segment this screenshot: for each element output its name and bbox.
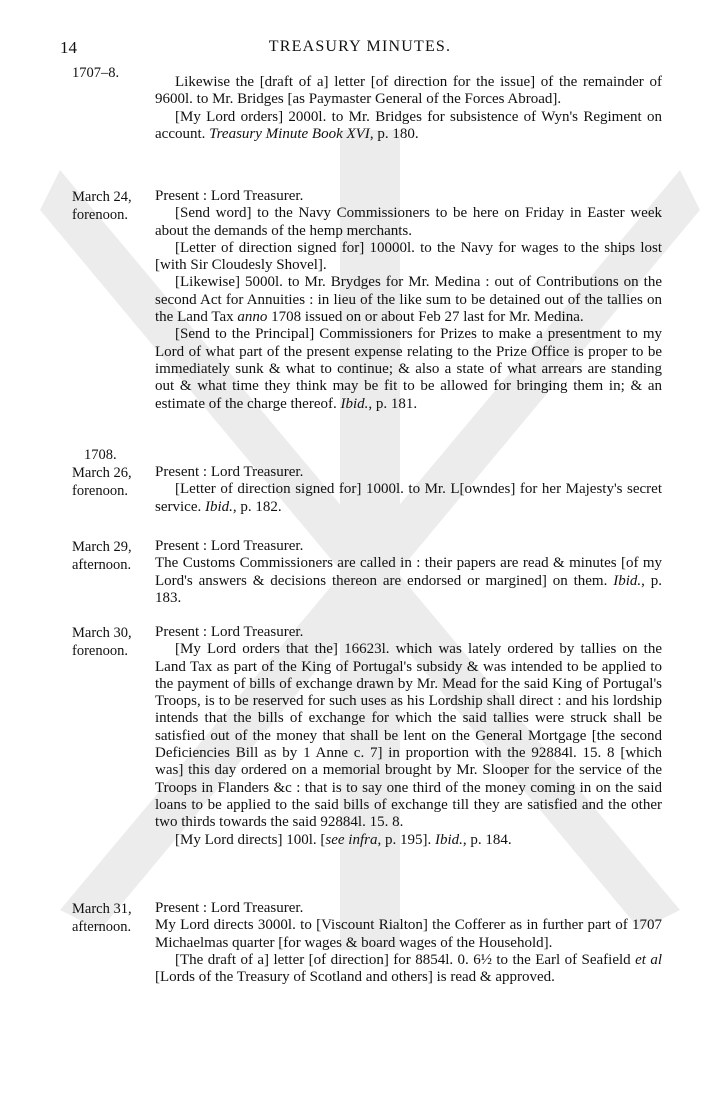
entry-date: March 26, — [72, 465, 132, 481]
entry-date-margin — [72, 538, 154, 574]
entry-body — [155, 538, 662, 607]
minute-paragraph: [Likewise] 5000l. to Mr. Brydges for Mr. Medina : out of Contributions on the second Act for Annuities : in lieu of the like sum to be detained out of the tallies on the Land Tax anno 1708 issued on or about Feb 27 last for Mr. Medina. — [155, 274, 662, 326]
entry-date-margin — [72, 446, 154, 500]
minute-entry — [72, 188, 662, 413]
entry-body — [155, 188, 662, 413]
minute-paragraph: [My Lord directs] 100l. [see infra, p. 195]. Ibid., p. 184. — [175, 831, 512, 848]
entry-time: afternoon. — [72, 919, 132, 935]
entry-body — [155, 446, 662, 516]
entry-body — [155, 900, 662, 986]
present-line: Present : Lord Treasurer. — [155, 538, 304, 554]
entry-year: 1708. — [84, 447, 117, 463]
entry-date-margin — [72, 64, 154, 82]
minute-paragraph: Likewise the [draft of a] letter [of direction for the issue] of the remainder of 9600l. to Mr. Bridges [as Paymaster General of the Forces Abroad]. — [155, 74, 662, 108]
present-line: Present : Lord Treasurer. — [155, 188, 304, 204]
running-title: TREASURY MINUTES. — [268, 38, 452, 55]
present-line: Present : Lord Treasurer. — [155, 624, 304, 640]
minute-paragraph: [Letter of direction signed for] 10000l. to the Navy for wages to the ships lost [with Sir Cloudesly Shovel]. — [155, 239, 662, 274]
entry-date: March 24, — [72, 189, 132, 205]
entry-date: 1707–8. — [72, 65, 120, 81]
entry-body — [155, 64, 662, 143]
entry-time: forenoon. — [72, 643, 128, 659]
minute-paragraph: [My Lord orders that the] 16623l. which was lately ordered by tallies on the Land Tax as part of the King of Portugal's subsidy & was intended to be applied to the payment of bills of exchange drawn by Mr. Mead for the said King of Portugal's Troops, is to be reserved for such uses as his Lordship shall direct : and his lordship intends that the bills of exchange for which the said tallies were struck shall be satisfied out of the money that shall be lent on the General Mortgage [the second Deficiencies Bill as by 1 Anne c. 7] in proportion with the 92884l. 15. 8 [which was] this day ordered on a memorial brought by Mr. Slooper for the service of the Troops in Flanders &c : that is to say one third of the money coming in on the said loans to be applied to the said bills of exchange till they are satisfied and the other two thirds towards the said 92884l. 15. 8. — [155, 641, 662, 831]
minute-paragraph: [Send word] to the Navy Commissioners to be here on Friday in Easter week about the demands of the hemp merchants. — [155, 205, 662, 239]
minute-paragraph: [Letter of direction signed for] 1000l. to Mr. L[owndes] for her Majesty's secret service. Ibid., p. 182. — [155, 481, 662, 515]
minute-paragraph: The Customs Commissioners are called in : their papers are read & minutes [of my Lord's answers & decisions thereon are endorsed or margined] on them. Ibid., p. 183. — [155, 555, 663, 606]
entry-date-margin — [72, 900, 154, 936]
present-line: Present : Lord Treasurer. — [155, 900, 304, 916]
minute-paragraph: [My Lord orders] 2000l. to Mr. Bridges for subsistence of Wyn's Regiment on account. Treasury Minute Book XVI, p. 180. — [155, 108, 662, 142]
minute-entry — [72, 446, 662, 516]
entry-date-margin — [72, 624, 154, 660]
minute-paragraph: My Lord directs 3000l. to [Viscount Rialton] the Cofferer as in further part of 1707 Michaelmas quarter [for wages & board wages of the Household]. — [155, 917, 662, 951]
entry-time: forenoon. — [72, 207, 128, 223]
minute-entry — [72, 64, 662, 143]
entry-date: March 29, — [72, 539, 132, 555]
minute-entry — [72, 538, 662, 607]
entry-time: afternoon. — [72, 557, 132, 573]
entry-date-margin — [72, 188, 154, 224]
entry-date: March 30, — [72, 625, 132, 641]
entry-body — [155, 624, 662, 849]
page-number: 14 — [60, 38, 77, 57]
minute-paragraph: [The draft of a] letter [of direction] for 8854l. 0. 6½ to the Earl of Seafield et al [Lords of the Treasury of Scotland and others] is read & approved. — [155, 951, 662, 986]
present-line: Present : Lord Treasurer. — [155, 464, 304, 480]
minute-entry — [72, 624, 662, 849]
entry-date: March 31, — [72, 901, 132, 917]
minute-paragraph: [Send to the Principal] Commissioners for Prizes to make a presentment to my Lord of what part of the present expense relating to the Prize Office is proper to be immediately sunk & what to continue; & also a state of what arrears are standing out & what time they think may be fit to be allowed for bringing them in; & an estimate of the charge thereof. Ibid., p. 181. — [155, 326, 662, 412]
minute-entry — [72, 900, 662, 986]
page-header — [60, 38, 660, 62]
entry-time: forenoon. — [72, 483, 128, 499]
